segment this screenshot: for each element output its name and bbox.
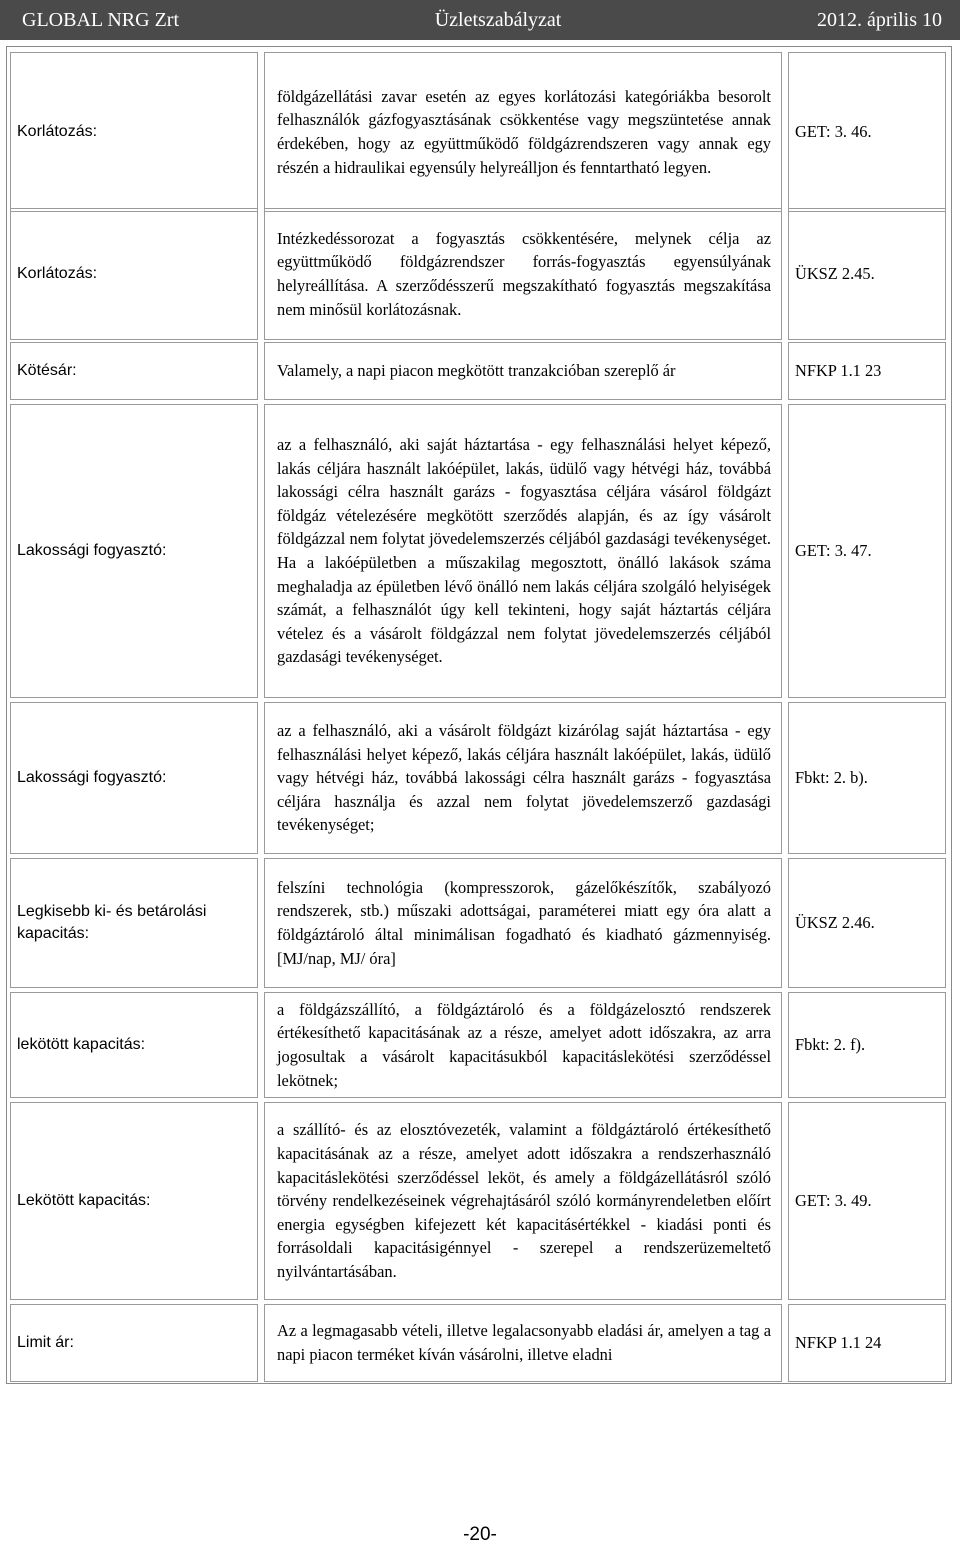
term-text: Kötésár: <box>17 362 77 379</box>
term-text: lekötött kapacitás: <box>17 1036 146 1053</box>
term-cell <box>10 404 258 698</box>
definition-text: a földgázszállító, a földgáztároló és a földgázelosztó rendszerek értékesíthető kapacitásának az a része, amelyet adott időszakra, az arra jogosultak a vásárolt kapacitásukból kapacitáslekötési szerződéssel lekötnek; <box>277 999 771 1090</box>
reference-cell <box>788 208 946 340</box>
reference-cell <box>788 858 946 988</box>
reference-cell <box>788 404 946 698</box>
term-text: Lakossági fogyasztó: <box>17 542 167 559</box>
definition-cell <box>264 342 782 400</box>
definition-text: Valamely, a napi piacon megkötött tranzakcióban szereplő ár <box>277 361 676 381</box>
page-number: -20- <box>463 1524 497 1545</box>
term-cell <box>10 342 258 400</box>
term-text: Lakossági fogyasztó: <box>17 769 167 786</box>
term-cell <box>10 1304 258 1382</box>
definition-text: az a felhasználó, aki saját háztartása - egy felhasználási helyet képező, lakás céljára használt lakóépület, lakás, üdülő vagy hétvégi ház, továbbá lakossági célra használt garázs - fogyasztása céljára vásárol földgázt földgáz vételezésére megkötött szerződés alapján, és az így vásárolt földgázzal nem folytat jövedelemszerzés céljából gazdasági tevékenységet. Ha a lakóépületben a műszakilag megosztott, önálló lakások száma meghaladja az épületben lévő önálló nem lakás céljára szolgáló helyiségek számát, a felhasználót úgy kell tekinteni, hogy saját háztartás céljára vételez és a vásárolt földgázzal nem folytat jövedelemszerzés céljából gazdasági tevékenységet. <box>277 435 771 667</box>
term-cell <box>10 858 258 988</box>
reference-cell <box>788 342 946 400</box>
reference-cell <box>788 52 946 212</box>
reference-text: Fbkt: 2. b). <box>795 768 868 788</box>
definition-text: az a felhasználó, aki a vásárolt földgázt kizárólag saját háztartása - egy felhasználási helyet képező, lakás céljára használt lakóépület, lakás, üdülő vagy hétvégi ház, továbbá lakossági célra használt garázs - fogyasztása céljára használja és azzal nem folytat jövedelemszerző gazdasági tevékenységet; <box>277 721 771 835</box>
reference-text: ÜKSZ 2.46. <box>795 913 875 933</box>
definition-cell <box>264 208 782 340</box>
definition-text: földgázellátási zavar esetén az egyes korlátozási kategóriákba besorolt felhasználók gázfogyasztásának csökkentése vagy megszüntetése annak érdekében, hogy az együttműködő földgázrendszeren vagy annak egy részén a hidraulikai egyensúly helyreálljon és fenntartható legyen. <box>277 86 771 177</box>
definition-cell <box>264 702 782 854</box>
definition-text: felszíni technológia (kompresszorok, gázelőkészítők, szabályozó rendszerek, stb.) műszaki adottságai, paraméterei miatt egy óra alatt a földgáztároló által minimálisan fogadható és kiadható gázmennyiség. [MJ/nap, MJ/ óra] <box>277 877 771 968</box>
definition-cell <box>264 992 782 1098</box>
term-text: Korlátozás: <box>17 265 98 282</box>
reference-text: NFKP 1.1 23 <box>795 361 882 381</box>
reference-cell <box>788 702 946 854</box>
term-text: Korlátozás: <box>17 123 98 140</box>
term-text: Limit ár: <box>17 1334 74 1351</box>
reference-text: GET: 3. 47. <box>795 541 872 561</box>
company-name: GLOBAL NRG Zrt <box>22 8 180 31</box>
definition-cell <box>264 52 782 212</box>
reference-cell <box>788 992 946 1098</box>
term-text: Lekötött kapacitás: <box>17 1192 151 1209</box>
reference-text: GET: 3. 46. <box>795 122 872 142</box>
definition-cell <box>264 858 782 988</box>
term-cell <box>10 702 258 854</box>
term-cell <box>10 992 258 1098</box>
reference-text: NFKP 1.1 24 <box>795 1333 882 1353</box>
term-text: Legkisebb ki- és betárolási kapacitás: <box>17 903 207 942</box>
reference-cell <box>788 1102 946 1300</box>
document-date: 2012. április 10 <box>817 8 942 31</box>
definition-cell <box>264 404 782 698</box>
definition-text: a szállító- és az elosztóvezeték, valamint a földgáztároló értékesíthető kapacitásának az a része, amelyet adott időszakra a rendszerhasználó kapacitáslekötési szerződéssel leköt, és amely a földgázellátásról szóló törvény rendelkezéseinek végrehajtásáról szóló kormányrendeletben előírt energia egységben kifejezett két kapacitásértékkel - kiadási ponti és forrásoldali kapacitásigénnyel - szerepel a rendszerüzemeltető nyilvántartásában. <box>277 1120 771 1281</box>
definition-cell <box>264 1304 782 1382</box>
definition-text: Az a legmagasabb vételi, illetve legalacsonyabb eladási ár, amelyen a tag a napi piacon terméket kíván vásárolni, illetve eladni <box>277 1321 771 1364</box>
page-header <box>0 0 960 40</box>
term-cell <box>10 208 258 340</box>
reference-text: Fbkt: 2. f). <box>795 1035 866 1055</box>
term-cell <box>10 52 258 212</box>
reference-text: ÜKSZ 2.45. <box>795 264 875 284</box>
definition-text: Intézkedéssorozat a fogyasztás csökkentésére, melynek célja az együttműködő földgázrendszer forrás-fogyasztás egyensúlyának helyreállítása. A szerződésszerű megszakítható fogyasztás megszakítása nem minősül korlátozásnak. <box>277 228 771 319</box>
reference-text: GET: 3. 49. <box>795 1191 872 1211</box>
reference-cell <box>788 1304 946 1382</box>
term-cell <box>10 1102 258 1300</box>
document-title: Üzletszabályzat <box>434 8 562 31</box>
definition-cell <box>264 1102 782 1300</box>
